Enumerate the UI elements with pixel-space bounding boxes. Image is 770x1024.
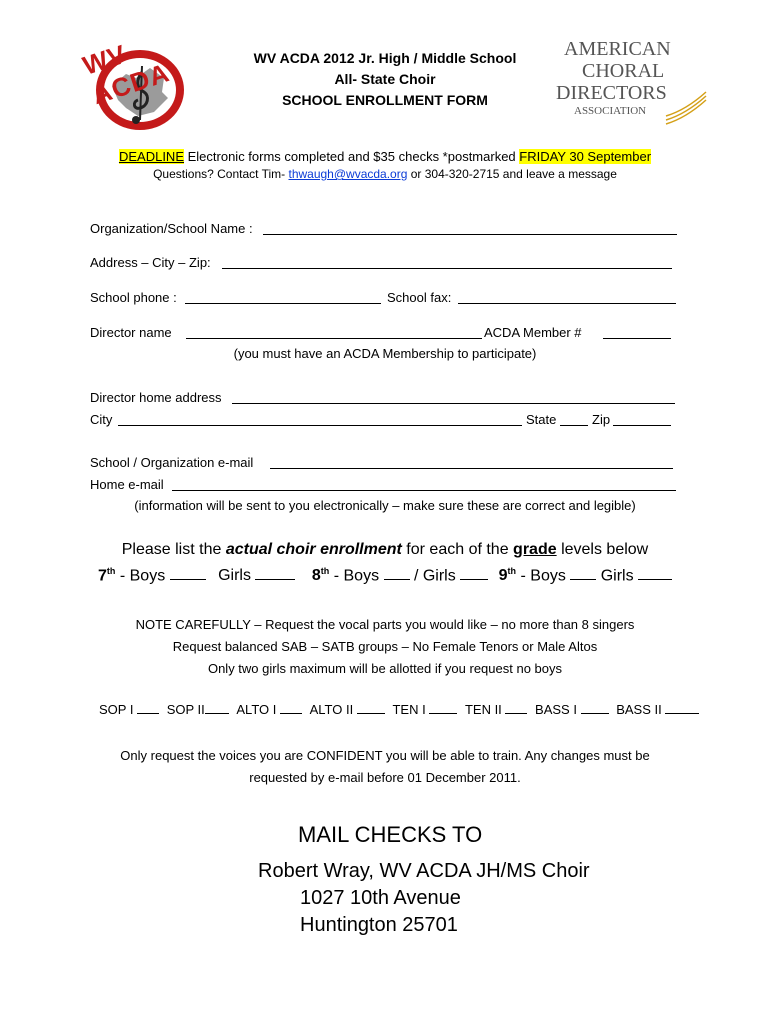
confident-note [60, 745, 710, 789]
address-field[interactable] [222, 268, 672, 269]
home-email-field[interactable] [172, 490, 676, 491]
acda-logo-line-4: ASSOCIATION [574, 105, 647, 117]
home-address-field[interactable] [232, 403, 675, 404]
enrollment-mid: for each of the [401, 541, 514, 558]
voice-bass2: BASS II [616, 702, 662, 717]
school-email-field[interactable] [270, 468, 673, 469]
grade-9-boys-label: Boys [530, 567, 571, 585]
voice-ten2-field[interactable] [505, 713, 527, 714]
deadline-date: FRIDAY 30 September [519, 149, 652, 164]
mail-street: 1027 10th Avenue [300, 887, 461, 909]
grade-7-th: th [106, 566, 116, 576]
grade-7: 7 [98, 567, 107, 585]
voice-ten1: TEN I [392, 702, 426, 717]
voice-sop1-field[interactable] [137, 713, 159, 714]
form-title [220, 48, 550, 111]
zip-label: Zip [592, 412, 611, 427]
enrollment-emph: actual choir enrollment [225, 541, 402, 558]
grade-counts-row [98, 566, 672, 585]
acda-logo-line-2: CHORAL [582, 60, 665, 82]
acda-logo-line-1: AMERICAN [564, 38, 671, 60]
zip-field[interactable] [613, 425, 671, 426]
voice-bass1: BASS I [535, 702, 577, 717]
grade-8-girls: / Girls [409, 567, 461, 585]
grade-8-boys-field[interactable] [384, 579, 410, 580]
deadline-line [60, 149, 710, 164]
email-note: (information will be sent to you electronically – make sure these are correct and legible) [134, 498, 636, 513]
grade-9-dash: - [516, 567, 531, 585]
grade-7-girls: Girls [213, 567, 256, 585]
voice-alto2: ALTO II [309, 702, 354, 717]
acda-logo [556, 38, 706, 128]
address-label: Address – City – Zip: [90, 255, 211, 270]
director-label: Director name [90, 325, 172, 340]
mail-city: Huntington 25701 [300, 914, 458, 936]
contact-prefix: Questions? Contact Tim- [153, 167, 289, 181]
note-2: Request balanced SAB – SATB groups – No Female Tenors or Male Altos [172, 639, 598, 654]
mail-heading: MAIL CHECKS TO [298, 822, 483, 847]
contact-line [60, 167, 710, 181]
grade-8-girls-field[interactable] [460, 579, 488, 580]
school-email-label: School / Organization e-mail [90, 455, 254, 470]
mail-name: Robert Wray, WV ACDA JH/MS Choir [258, 860, 590, 882]
note-3: Only two girls maximum will be allotted if you request no boys [207, 661, 563, 676]
enrollment-instructions [60, 541, 710, 559]
voice-ten1-field[interactable] [429, 713, 457, 714]
voice-bass1-field[interactable] [581, 713, 609, 714]
fax-label: School fax: [387, 290, 452, 305]
voice-alto1-field[interactable] [280, 713, 302, 714]
deadline-label: DEADLINE [118, 149, 184, 164]
grade-9-boys-field[interactable] [570, 579, 596, 580]
enrollment-grade: grade [513, 541, 557, 558]
logo-left-text: WV ACDA [79, 38, 174, 111]
title-line-2: All- State Choir [334, 71, 436, 87]
music-staff-icon [664, 86, 708, 126]
grade-8: 8 [311, 567, 321, 585]
grade-8-th: th [320, 566, 330, 576]
voice-sop1: SOP I [99, 702, 134, 717]
grade-9-girls-field[interactable] [638, 579, 672, 580]
contact-suffix: or 304-320-2715 and leave a message [407, 167, 617, 181]
confident-line-1: Only request the voices you are CONFIDENT you will be able to train. Any changes must be [120, 748, 650, 763]
voice-parts-row [99, 702, 699, 717]
membership-note: (you must have an ACDA Membership to participate) [233, 346, 537, 361]
contact-email-link[interactable]: thwaugh@wvacda.org [288, 167, 408, 181]
acda-logo-line-3: DIRECTORS [556, 82, 667, 104]
voice-ten2: TEN II [464, 702, 502, 717]
voice-sop2: SOP II [166, 702, 205, 717]
director-field[interactable] [186, 338, 482, 339]
title-line-3: SCHOOL ENROLLMENT FORM [282, 92, 488, 108]
city-label: City [90, 412, 113, 427]
wv-acda-logo [78, 28, 194, 132]
fax-field[interactable] [458, 303, 676, 304]
notes-block [60, 614, 710, 680]
grade-8-boys: - Boys [329, 567, 384, 585]
enrollment-post: levels below [556, 541, 649, 558]
state-label: State [526, 412, 557, 427]
voice-sop2-field[interactable] [205, 713, 229, 714]
voice-alto2-field[interactable] [357, 713, 385, 714]
deadline-text: Electronic forms completed and $35 checks *postmarked [184, 149, 520, 164]
grade-7-boys: - Boys [115, 567, 170, 585]
state-field[interactable] [560, 425, 588, 426]
grade-7-girls-field[interactable] [255, 579, 295, 580]
phone-label: School phone : [90, 290, 177, 305]
home-address-label: Director home address [90, 390, 222, 405]
org-name-field[interactable] [263, 234, 677, 235]
voice-alto1: ALTO I [236, 702, 277, 717]
mail-address [258, 858, 590, 939]
home-email-label: Home e-mail [90, 477, 164, 492]
grade-7-boys-field[interactable] [170, 579, 206, 580]
acda-member-label: ACDA Member # [484, 325, 582, 340]
voice-bass2-field[interactable] [665, 713, 699, 714]
note-1: NOTE CAREFULLY – Request the vocal parts you would like – no more than 8 singers [135, 617, 635, 632]
grade-9: 9 [498, 567, 508, 585]
enrollment-pre: Please list the [121, 541, 226, 558]
acda-member-field[interactable] [603, 338, 671, 339]
phone-field[interactable] [185, 303, 381, 304]
grade-9-girls: Girls [596, 567, 639, 585]
grade-9-th: th [507, 566, 517, 576]
title-line-1: WV ACDA 2012 Jr. High / Middle School [253, 50, 517, 66]
org-name-label: Organization/School Name : [90, 221, 253, 236]
city-field[interactable] [118, 425, 522, 426]
confident-line-2: requested by e-mail before 01 December 2011. [249, 770, 521, 785]
